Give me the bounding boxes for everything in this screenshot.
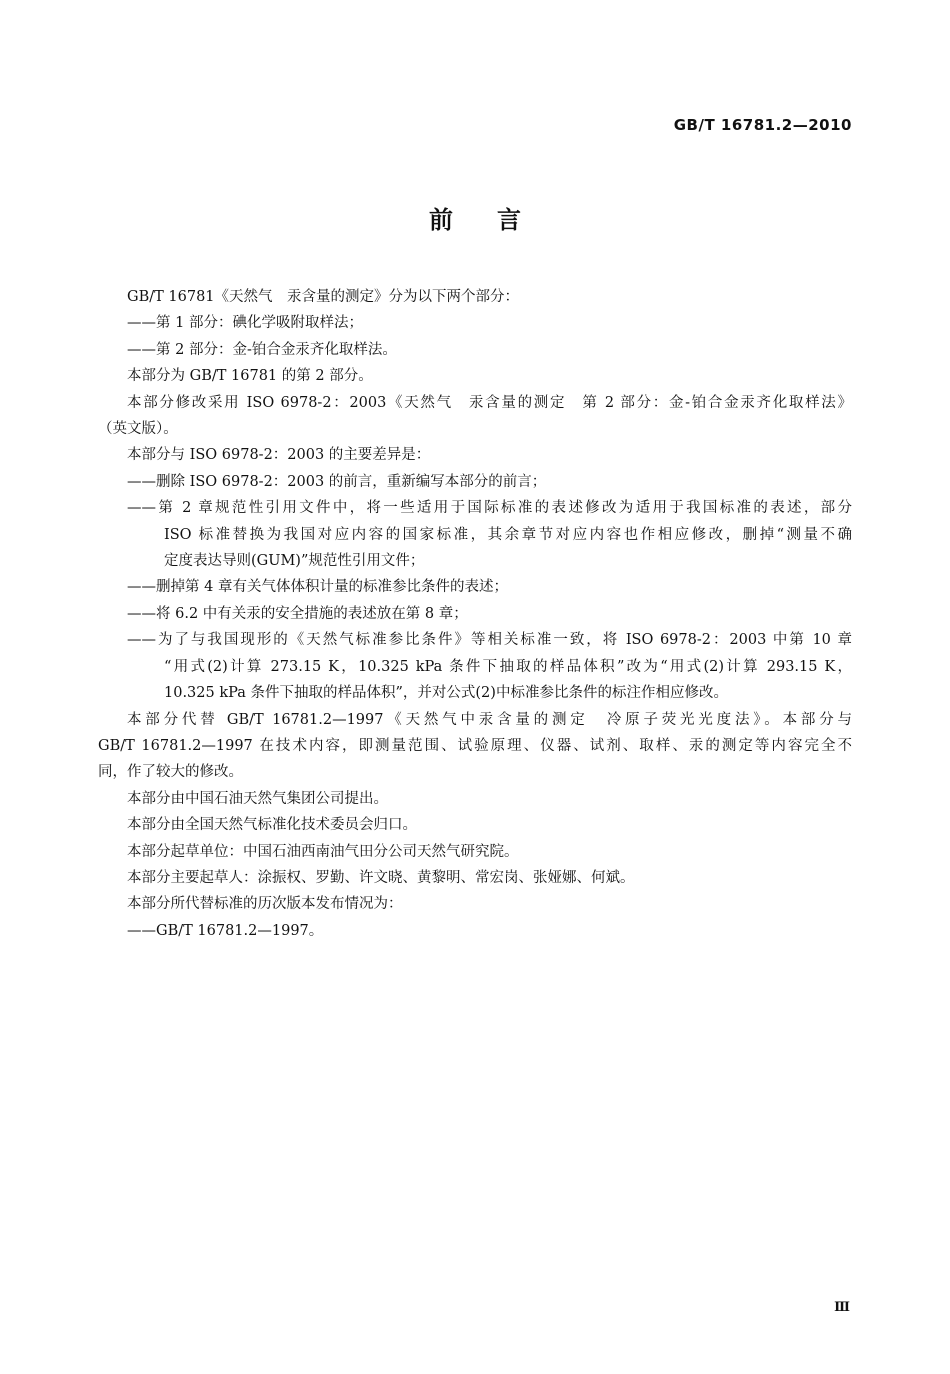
title-char-1: 前 xyxy=(429,206,453,234)
list-item: ——第 1 部分：碘化学吸附取样法； xyxy=(127,315,363,332)
list-item: ——为了与我国现形的《天然气标准参比条件》等相关标准一致，将 ISO 6978-2：2003 中第 10 章 xyxy=(127,632,852,649)
paragraph-line: 本部分修改采用 ISO 6978-2：2003《天然气 汞含量的测定 第 2 部分：金-铂合金汞齐化取样法》 xyxy=(127,394,852,411)
page-title xyxy=(0,200,950,235)
paragraph-line: 同，作了较大的修改。 xyxy=(98,764,243,781)
paragraph-line: 本部分与 ISO 6978-2：2003 的主要差异是： xyxy=(127,447,431,464)
paragraph-line: 本部分代替 GB/T 16781.2—1997《天然气中汞含量的测定 冷原子荧光光度法》。本部分与 xyxy=(127,711,852,728)
list-item-continuation: ISO 标准替换为我国对应内容的国家标准，其余章节对应内容也作相应修改，删掉“测量不确 xyxy=(164,526,852,543)
paragraph-line: 本部分起草单位：中国石油西南油气田分公司天然气研究院。 xyxy=(127,843,519,860)
paragraph-line: 本部分所代替标准的历次版本发布情况为： xyxy=(127,896,403,913)
list-item-continuation: “用式(2)计算 273.15 K，10.325 kPa 条件下抽取的样品体积”改为“用式(2)计算 293.15 K， xyxy=(164,658,852,675)
list-item: ——删掉第 4 章有关气体体积计量的标准参比条件的表述； xyxy=(127,579,508,596)
paragraph-line: 本部分由中国石油天然气集团公司提出。 xyxy=(127,790,388,807)
standard-code: GB/T 16781.2—2010 xyxy=(673,116,852,134)
list-item-continuation: 定度表达导则(GUM)”规范性引用文件； xyxy=(164,553,425,570)
foreword-body xyxy=(98,284,852,944)
list-item: ——删除 ISO 6978-2：2003 的前言，重新编写本部分的前言； xyxy=(127,473,547,490)
list-item: ——将 6.2 中有关汞的安全措施的表述放在第 8 章； xyxy=(127,605,468,622)
list-item-continuation: 10.325 kPa 条件下抽取的样品体积”，并对公式(2)中标准参比条件的标注作相应修改。 xyxy=(164,685,728,702)
paragraph-line: 本部分主要起草人：涂振权、罗勤、许文晓、黄黎明、常宏岗、张娅娜、何斌。 xyxy=(127,869,635,886)
title-char-2: 言 xyxy=(497,206,521,234)
paragraph-line: （英文版）。 xyxy=(98,421,178,438)
list-item: ——GB/T 16781.2—1997。 xyxy=(127,922,324,939)
list-item: ——第 2 章规范性引用文件中，将一些适用于国际标准的表述修改为适用于我国标准的表述，部分 xyxy=(127,500,852,517)
paragraph-line: GB/T 16781《天然气 汞含量的测定》分为以下两个部分： xyxy=(127,289,520,305)
paragraph-line: GB/T 16781.2—1997 在技术内容，即测量范围、试验原理、仪器、试剂、取样、汞的测定等内容完全不 xyxy=(98,737,852,754)
paragraph-line: 本部分由全国天然气标准化技术委员会归口。 xyxy=(127,817,417,834)
list-item: ——第 2 部分：金-铂合金汞齐化取样法。 xyxy=(127,341,397,358)
page-number: Ⅲ xyxy=(834,1300,850,1315)
paragraph-line: 本部分为 GB/T 16781 的第 2 部分。 xyxy=(127,368,373,385)
